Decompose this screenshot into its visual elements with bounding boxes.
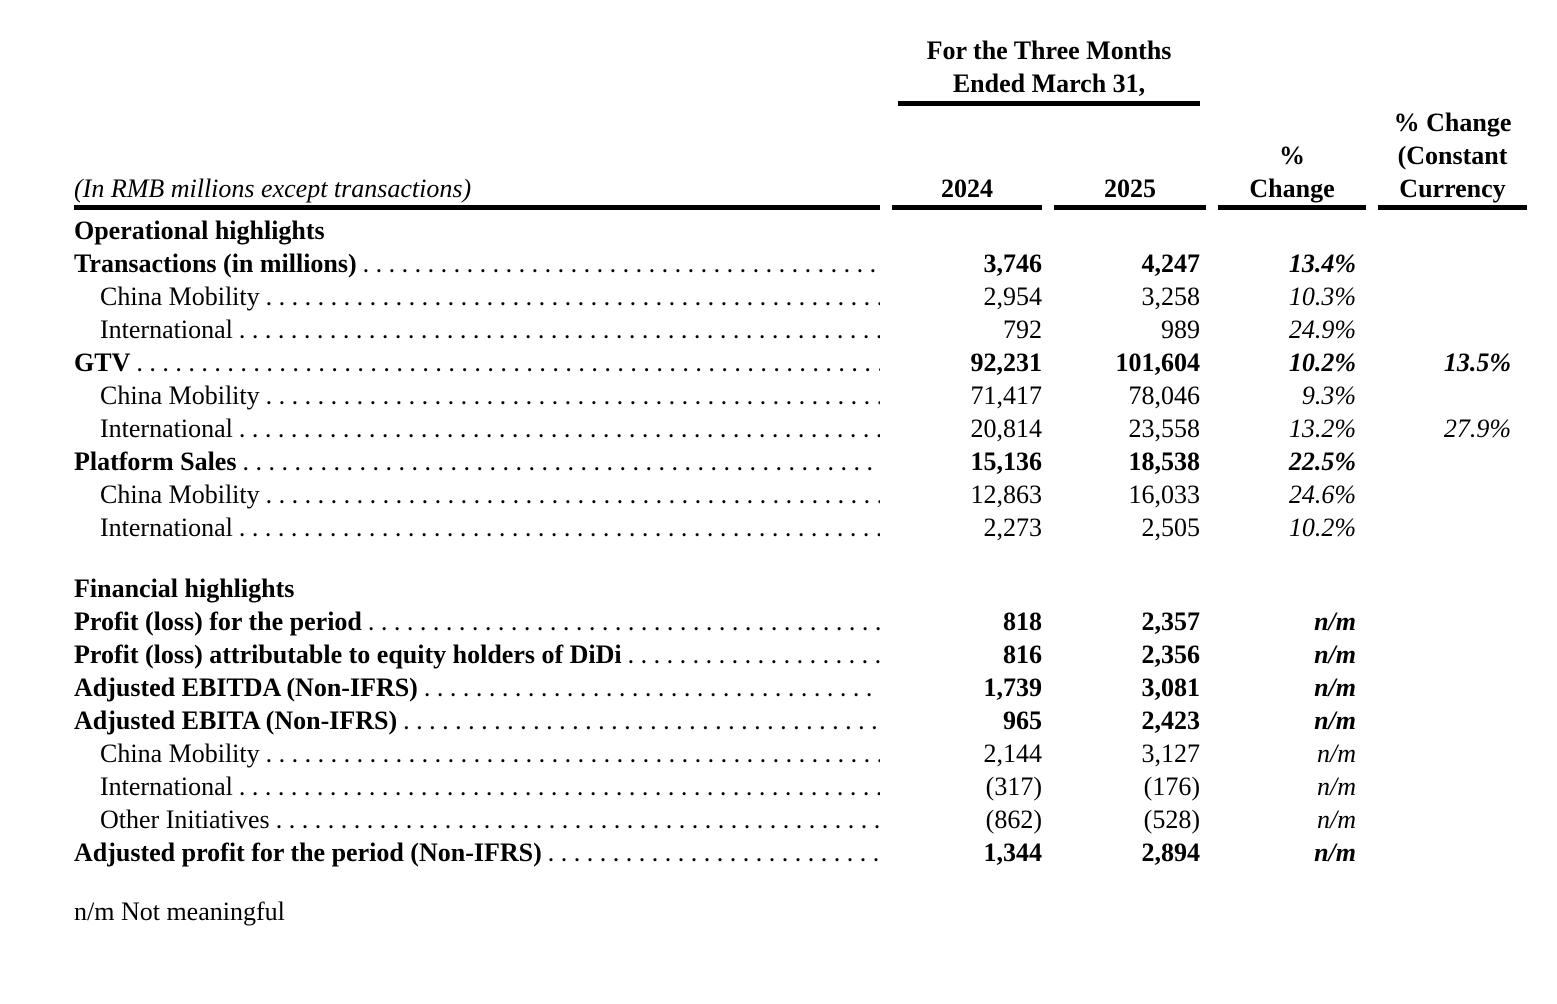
table-row: [74, 737, 1530, 770]
value-2024: 2,273: [983, 513, 1042, 542]
table-row: [74, 803, 1530, 836]
table-row: [74, 280, 1530, 313]
value-2024: 12,863: [970, 480, 1042, 509]
value-2025: [1054, 214, 1206, 247]
value-2025: 101,604: [1115, 348, 1200, 377]
row-label-cell: [74, 478, 880, 511]
value-2024: 92,231: [970, 348, 1042, 377]
period-header-line2: Ended March 31,: [952, 69, 1146, 98]
pct-change-value: 10.2%: [1288, 513, 1356, 542]
table-row: [74, 247, 1530, 280]
pct-change-value: [1218, 214, 1366, 247]
constant-currency-change-value: [1378, 247, 1527, 280]
row-label: Profit (loss) attributable to equity holders of DiDi: [74, 640, 622, 669]
row-label: Transactions (in millions): [74, 249, 357, 278]
pct-change-value: n/m: [1317, 772, 1356, 801]
table-row: [74, 412, 1530, 445]
constant-currency-change-value: [1378, 511, 1527, 544]
row-label-cell: [74, 803, 880, 836]
pct-change-value: 22.5%: [1288, 447, 1356, 476]
constant-currency-change-value: [1378, 280, 1527, 313]
value-2024: (317): [985, 772, 1042, 801]
row-label: International: [100, 315, 233, 344]
row-label: International: [100, 772, 233, 801]
value-2024: 1,344: [983, 838, 1042, 867]
row-label-cell: [74, 836, 880, 869]
table-row: [74, 770, 1530, 803]
table-row: [74, 511, 1530, 544]
table-row: [74, 478, 1530, 511]
table-header: [74, 34, 1530, 210]
period-header-line1: For the Three Months: [926, 36, 1172, 65]
row-label-cell: [74, 346, 880, 379]
value-2025: (176): [1143, 772, 1200, 801]
table-body: [74, 214, 1530, 869]
pct-change-value: 24.6%: [1288, 480, 1356, 509]
constant-currency-change-value: [1378, 214, 1527, 247]
value-2024: 792: [1003, 315, 1042, 344]
value-2024: 1,739: [983, 673, 1042, 702]
row-label: China Mobility: [100, 381, 260, 410]
unit-note-text: (In RMB millions except transactions): [74, 174, 472, 203]
constant-currency-change-value: [1378, 478, 1527, 511]
row-label-cell: [74, 511, 880, 544]
table-row: [74, 379, 1530, 412]
row-label-cell: [74, 214, 880, 247]
constant-currency-change-value: 13.5%: [1443, 348, 1511, 377]
value-2025: 989: [1161, 315, 1200, 344]
constant-currency-change-value: [1378, 803, 1527, 836]
pct-change-value: [1218, 572, 1366, 605]
financial-highlights-table: [74, 34, 1530, 928]
row-label: Adjusted EBITA (Non-IFRS): [74, 706, 398, 735]
dot-leader: [239, 313, 880, 346]
pct-change-value: n/m: [1314, 640, 1356, 669]
value-2024: 71,417: [970, 381, 1042, 410]
dot-leader: [368, 605, 880, 638]
pct-change-value: n/m: [1314, 838, 1356, 867]
table-row: [74, 313, 1530, 346]
row-label: Platform Sales: [74, 447, 237, 476]
value-2024: 15,136: [970, 447, 1042, 476]
col-header-pct-change: % Change: [1218, 106, 1366, 210]
table-row: [74, 671, 1530, 704]
dot-leader: [424, 671, 880, 704]
row-label-cell: [74, 605, 880, 638]
value-2025: 2,356: [1141, 640, 1200, 669]
value-2024: [892, 572, 1042, 605]
table-row: [74, 214, 1530, 247]
constant-currency-change-value: [1378, 737, 1527, 770]
value-2025: 16,033: [1128, 480, 1200, 509]
table-row: [74, 544, 1530, 572]
pct-change-value: n/m: [1317, 805, 1356, 834]
row-label-cell: [74, 445, 880, 478]
constant-currency-change-value: [1378, 445, 1527, 478]
constant-currency-change-value: [1378, 313, 1527, 346]
row-label-cell: [74, 638, 880, 671]
pct-change-value: n/m: [1314, 706, 1356, 735]
value-2025: 3,127: [1141, 739, 1200, 768]
footnote: n/m Not meaningful: [74, 897, 285, 926]
value-2025: 2,357: [1141, 607, 1200, 636]
value-2024: [892, 214, 1042, 247]
row-label: Adjusted profit for the period (Non-IFRS): [74, 838, 542, 867]
value-2025: 78,046: [1128, 381, 1200, 410]
dot-leader: [628, 638, 880, 671]
pct-change-value: n/m: [1314, 607, 1356, 636]
col-header-pct-change-constant-currency: % Change (Constant Currency: [1378, 106, 1527, 210]
constant-currency-change-value: [1378, 836, 1527, 869]
col-header-2024: 2024: [892, 106, 1042, 210]
dot-leader: [266, 737, 880, 770]
row-label: Adjusted EBITDA (Non-IFRS): [74, 673, 418, 702]
row-label: Operational highlights: [74, 216, 325, 245]
value-2024: 818: [1003, 607, 1042, 636]
constant-currency-change-value: [1378, 572, 1527, 605]
table-row: [74, 836, 1530, 869]
dot-leader: [239, 770, 880, 803]
value-2024: 2,954: [983, 282, 1042, 311]
pct-change-value: 9.3%: [1301, 381, 1356, 410]
row-label-cell: [74, 247, 880, 280]
constant-currency-change-value: 27.9%: [1443, 414, 1511, 443]
period-header: [898, 34, 1200, 106]
row-label: International: [100, 414, 233, 443]
pct-change-value: n/m: [1317, 739, 1356, 768]
pct-change-value: 13.2%: [1288, 414, 1356, 443]
value-2025: (528): [1143, 805, 1200, 834]
dot-leader: [239, 511, 880, 544]
row-label: China Mobility: [100, 739, 260, 768]
row-label-cell: [74, 412, 880, 445]
row-label: Profit (loss) for the period: [74, 607, 362, 636]
row-label-cell: [74, 671, 880, 704]
table-row: [74, 572, 1530, 605]
value-2024: 965: [1003, 706, 1042, 735]
dot-leader: [363, 247, 880, 280]
row-label: China Mobility: [100, 480, 260, 509]
value-2024: 20,814: [970, 414, 1042, 443]
value-2024: 2,144: [983, 739, 1042, 768]
dot-leader: [136, 346, 880, 379]
constant-currency-change-value: [1378, 704, 1527, 737]
row-label-cell: [74, 313, 880, 346]
row-label: Financial highlights: [74, 574, 295, 603]
constant-currency-change-value: [1378, 605, 1527, 638]
table-row: [74, 704, 1530, 737]
pct-change-value: 10.2%: [1288, 348, 1356, 377]
dot-leader: [239, 412, 880, 445]
row-label-cell: [74, 770, 880, 803]
value-2024: 816: [1003, 640, 1042, 669]
constant-currency-change-value: [1378, 671, 1527, 704]
pct-change-value: n/m: [1314, 673, 1356, 702]
row-label-cell: [74, 704, 880, 737]
row-label-cell: [74, 572, 880, 605]
constant-currency-change-value: [1378, 379, 1527, 412]
value-2025: 2,894: [1141, 838, 1200, 867]
pct-change-value: 10.3%: [1288, 282, 1356, 311]
dot-leader: [266, 379, 880, 412]
pct-change-value: 13.4%: [1288, 249, 1356, 278]
dot-leader: [276, 803, 880, 836]
dot-leader: [266, 280, 880, 313]
dot-leader: [403, 704, 880, 737]
row-label-cell: [74, 379, 880, 412]
row-label: Other Initiatives: [100, 805, 270, 834]
table-row: [74, 638, 1530, 671]
row-label: International: [100, 513, 233, 542]
dot-leader: [266, 478, 880, 511]
value-2024: (862): [985, 805, 1042, 834]
value-2025: 18,538: [1128, 447, 1200, 476]
value-2025: 3,081: [1141, 673, 1200, 702]
constant-currency-change-value: [1378, 638, 1527, 671]
row-label: GTV: [74, 348, 131, 377]
value-2025: 2,505: [1141, 513, 1200, 542]
value-2025: 2,423: [1141, 706, 1200, 735]
pct-change-value: 24.9%: [1288, 315, 1356, 344]
row-label: China Mobility: [100, 282, 260, 311]
table-row: [74, 445, 1530, 478]
value-2025: [1054, 572, 1206, 605]
table-row: [74, 605, 1530, 638]
unit-note: [74, 34, 880, 210]
value-2025: 3,258: [1141, 282, 1200, 311]
value-2025: 23,558: [1128, 414, 1200, 443]
dot-leader: [242, 445, 880, 478]
value-2025: 4,247: [1141, 249, 1200, 278]
value-2024: 3,746: [983, 249, 1042, 278]
dot-leader: [548, 836, 880, 869]
row-label-cell: [74, 737, 880, 770]
row-label-cell: [74, 280, 880, 313]
col-header-2025: 2025: [1054, 106, 1206, 210]
constant-currency-change-value: [1378, 770, 1527, 803]
table-row: [74, 346, 1530, 379]
